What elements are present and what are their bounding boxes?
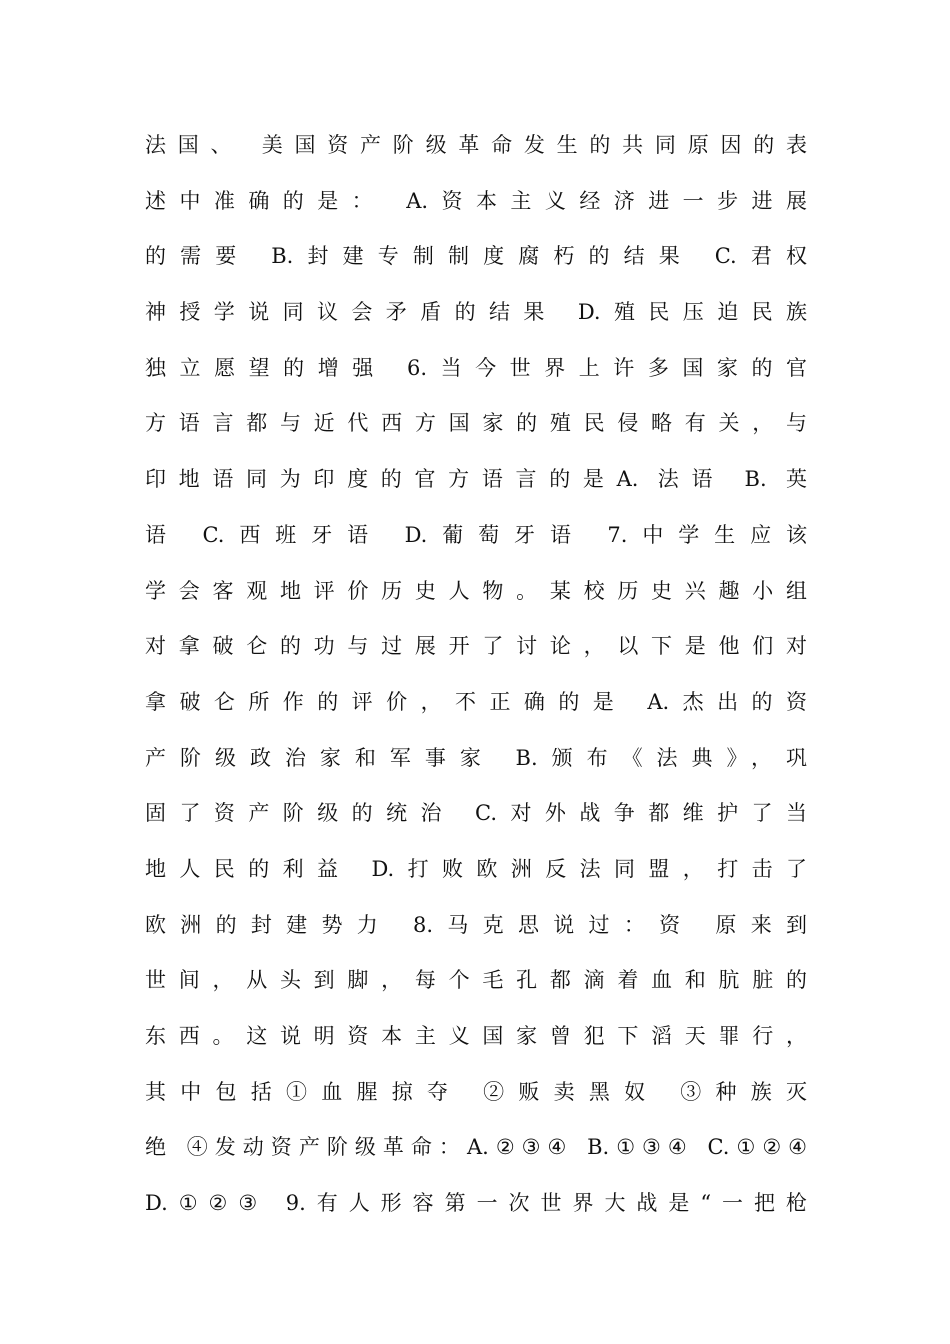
- text-line: 的需要 B.封建专制制度腐朽的结果 C.君权: [145, 244, 807, 269]
- text-line: 固了资产阶级的统治 C.对外战争都维护了当: [145, 801, 807, 826]
- text-line: 产阶级政治家和军事家 B.颁布《法典》，巩: [145, 745, 807, 770]
- text-line: 印地语同为印度的官方语言的是A. 法语 B. 英: [145, 467, 807, 492]
- text-line: D.①②③ 9.有人形容第一次世界大战是“一把枪: [145, 1191, 807, 1216]
- text-line: 语 C.西班牙语 D.葡萄牙语 7.中学生应该: [145, 522, 807, 547]
- text-line: 其中包括①血腥掠夺 ②贩卖黑奴 ③种族灭: [145, 1079, 807, 1104]
- text-line: 方语言都与近代西方国家的殖民侵略有关，与: [145, 411, 807, 436]
- document-body: [145, 118, 807, 1232]
- text-line: 对拿破仑的功与过展开了讨论，以下是他们对: [145, 634, 807, 659]
- text-line: 神授学说同议会矛盾的结果 D.殖民压迫民族: [145, 300, 807, 325]
- text-line: 地人民的利益 D.打败欧洲反法同盟，打击了: [145, 856, 807, 881]
- text-line: 绝 ④发动资产阶级革命：A.②③④ B.①③④ C.①②④: [145, 1135, 807, 1160]
- text-line: 拿破仑所作的评价，不正确的是 A.杰出的资: [145, 689, 807, 714]
- text-line: 独立愿望的增强 6.当今世界上许多国家的官: [145, 355, 807, 380]
- text-line: 法国、 美国资产阶级革命发生的共同原因的表: [145, 133, 807, 157]
- text-line: 学会客观地评价历史人物。某校历史兴趣小组: [145, 578, 807, 603]
- text-line: 欧洲的封建势力 8.马克思说过：资 原来到: [145, 912, 807, 937]
- text-line: 世间，从头到脚，每个毛孔都滴着血和肮脏的: [145, 968, 807, 993]
- text-line: 述中准确的是： A.资本主义经济进一步进展: [145, 188, 807, 213]
- text-line: 东西。这说明资本主义国家曾犯下滔天罪行，: [145, 1024, 807, 1048]
